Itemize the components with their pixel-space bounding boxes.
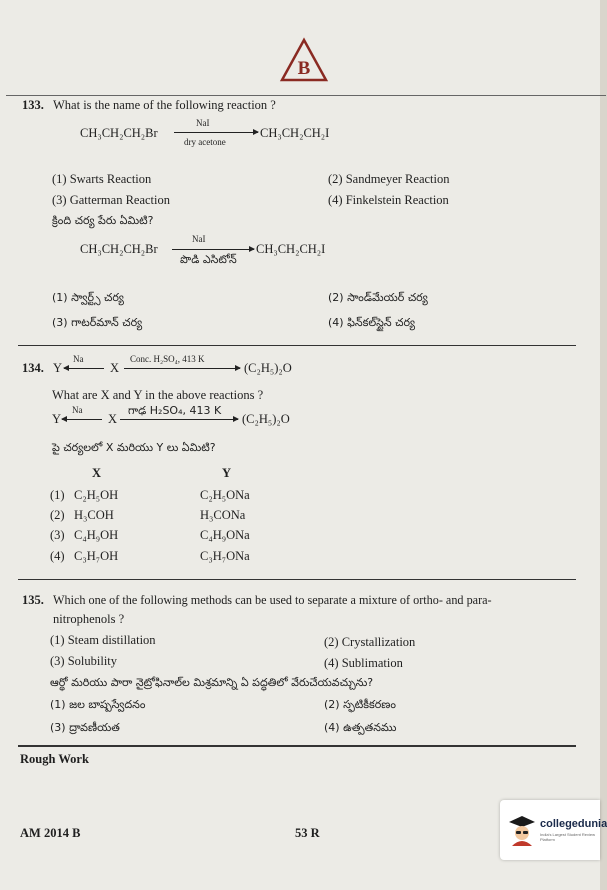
q134-col-y: Y (222, 466, 232, 480)
q134-row-1-x: C₂H₅OH (74, 488, 119, 502)
q135-telugu-question: ఆర్థో మరియు పారా నైట్రోఫినాల్‌ల మిశ్రమాన్ని ఏ పద్ధతిలో వేరుచేయవచ్చును? (50, 676, 374, 689)
q134-row-3-y: C₄H₉ONa (200, 528, 250, 542)
q133-telugu-solvent: పొడి ఎసిటోన్ (180, 253, 237, 266)
q133-option-2: (2) Sandmeyer Reaction (328, 172, 450, 186)
q134-row-1-label: (1) (50, 488, 65, 502)
q133-telugu-option-3: (3) గాటర్‌మాన్ చర్య (52, 316, 143, 329)
q134-telugu-x: X (108, 412, 118, 426)
set-b-triangle-icon (280, 38, 328, 82)
divider-133-134 (18, 345, 576, 346)
q133-telugu-reagent: NaI (192, 234, 206, 244)
q133-telugu-reactant: CH₃CH₂CH₂Br (80, 242, 158, 256)
q135-telugu-option-3: (3) ద్రావణీయత (50, 721, 120, 734)
q133-telugu-question: క్రింది చర్య పేరు ఏమిటి? (52, 214, 154, 227)
q135-telugu-option-2: (2) స్ఫటికీకరణం (324, 698, 396, 711)
q135-telugu-option-4: (4) ఉత్పతనము (324, 721, 397, 734)
q134-number: 134. (22, 361, 44, 375)
q134-row-4-label: (4) (50, 549, 65, 563)
q135-number: 135. (22, 593, 44, 607)
q133-option-3: (3) Gatterman Reaction (52, 193, 171, 207)
q134-condition: Conc. H₂SO₄, 413 K (130, 354, 205, 364)
logo-tagline: India's Largest Student Review Platform (540, 832, 596, 842)
q133-telugu-option-4: (4) ఫిన్‌కల్‌స్టైన్ చర్య (328, 316, 416, 329)
q134-question: What are X and Y in the above reactions ? (52, 388, 264, 402)
q134-left-arrow (64, 368, 104, 369)
q134-right-arrow (124, 368, 240, 369)
q133-telugu-option-1: (1) స్వార్ట్స్ చర్య (52, 291, 124, 304)
q133-option-1: (1) Swarts Reaction (52, 172, 152, 186)
q134-telugu-na: Na (72, 405, 83, 415)
top-divider (6, 95, 606, 96)
q133-question: What is the name of the following reaction ? (53, 98, 276, 112)
q135-option-2: (2) Crystallization (324, 635, 416, 649)
q134-telugu-product: (C₂H₅)₂O (242, 412, 290, 426)
q133-telugu-option-2: (2) సాండ్‌మేయర్ చర్య (328, 291, 428, 304)
q133-option-4: (4) Finkelstein Reaction (328, 193, 449, 207)
q134-row-3-label: (3) (50, 528, 65, 542)
q133-reactant: CH₃CH₂CH₂Br (80, 126, 158, 140)
page-number: 53 R (295, 826, 320, 840)
q134-x: X (110, 361, 120, 375)
q133-telugu-arrow (172, 249, 254, 250)
q134-telugu-question: పై చర్యలలో X మరియు Y లు ఏమిటి? (52, 441, 216, 454)
q134-row-2-x: H₃COH (74, 508, 114, 522)
rough-work-label: Rough Work (20, 752, 89, 766)
q134-row-1-y: C₂H₅ONa (200, 488, 250, 502)
q135-telugu-option-1: (1) జల బాష్పస్వేదనం (50, 698, 146, 711)
q133-reagent: NaI (196, 118, 210, 128)
q134-na: Na (73, 354, 84, 364)
set-letter: B (297, 58, 311, 79)
divider-134-135 (18, 579, 576, 580)
q134-y: Y (53, 361, 63, 375)
q134-telugu-y: Y (52, 412, 62, 426)
graduate-mascot-icon (508, 814, 536, 846)
logo-name: collegedunia (540, 818, 607, 830)
q133-number: 133. (22, 98, 44, 112)
q134-telugu-right-arrow (120, 419, 238, 420)
q134-row-2-y: H₃CONa (200, 508, 246, 522)
q135-question-line2: nitrophenols ? (53, 612, 125, 626)
q134-telugu-condition: గాఢ H₂SO₄, 413 K (128, 404, 222, 417)
q134-row-2-label: (2) (50, 508, 65, 522)
q133-product: CH₃CH₂CH₂I (260, 126, 330, 140)
q133-arrow (174, 132, 258, 133)
exam-code: AM 2014 B (20, 826, 81, 840)
q135-option-1: (1) Steam distillation (50, 633, 156, 647)
collegedunia-logo (500, 800, 607, 860)
q134-row-3-x: C₄H₉OH (74, 528, 119, 542)
q135-question-line1: Which one of the following methods can be used to separate a mixture of ortho- and para- (53, 593, 492, 607)
q133-solvent: dry acetone (184, 137, 226, 147)
q134-product: (C₂H₅)₂O (244, 361, 292, 375)
q133-telugu-product: CH₃CH₂CH₂I (256, 242, 326, 256)
q134-row-4-y: C₃H₇ONa (200, 549, 250, 563)
q135-option-3: (3) Solubility (50, 654, 118, 668)
q134-telugu-left-arrow (62, 419, 102, 420)
q135-option-4: (4) Sublimation (324, 656, 403, 670)
divider-rough-work (18, 745, 576, 747)
q134-col-x: X (92, 466, 102, 480)
q134-row-4-x: C₃H₇OH (74, 549, 119, 563)
